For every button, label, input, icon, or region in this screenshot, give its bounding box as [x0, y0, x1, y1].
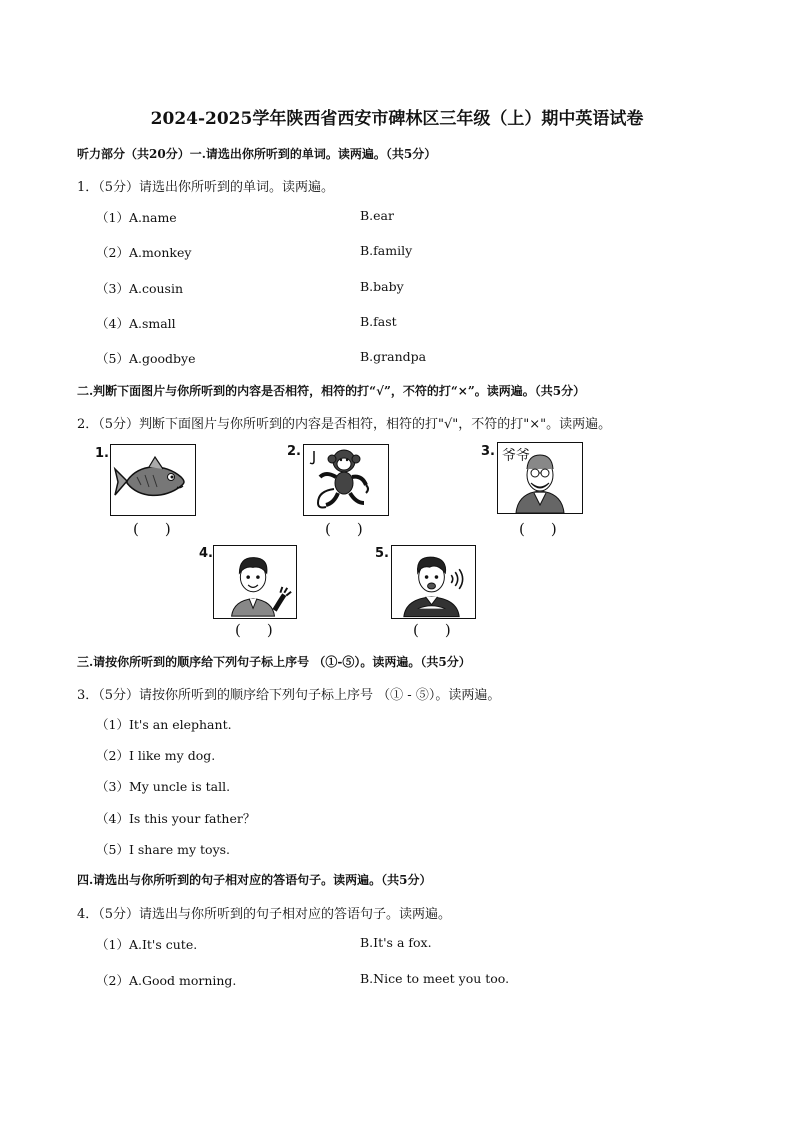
picture-1-answer-blank[interactable]: ( )	[133, 520, 171, 538]
picture-2-frame	[303, 444, 389, 516]
picture-1-frame	[110, 444, 196, 516]
picture-3-label: 3.	[481, 444, 495, 459]
q1-item-4-option-a: （4）A.small	[96, 316, 176, 331]
q1-item-5-option-b: B.grandpa	[360, 349, 427, 364]
question-2: 2．（5分）判断下面图片与你所听到的内容是否相符，相符的打"√"，不符的打"×"。读两遍。	[77, 417, 612, 432]
picture-4-label: 4.	[199, 546, 213, 561]
question-4: 4．（5分）请选出与你所听到的句子相对应的答语句子。读两遍。	[77, 907, 452, 922]
question-1: 1．（5分）请选出你所听到的单词。读两遍。	[77, 180, 335, 195]
q3-item-2: （2）I like my dog.	[96, 748, 216, 763]
page-title: 2024-2025学年陕西省西安市碑林区三年级（上）期中英语试卷	[150, 109, 644, 129]
picture-4-answer-blank[interactable]: ( )	[235, 621, 273, 639]
section-4-heading: 四.请选出与你所听到的句子相对应的答语句子。读两遍。（共5分）	[77, 873, 432, 887]
q1-item-3-option-b: B.baby	[360, 279, 404, 294]
picture-3-caption: 爷爷	[502, 448, 530, 464]
q4-item-1-option-a: （1）A.It's cute.	[96, 937, 198, 952]
q4-item-2-option-b: B.Nice to meet you too.	[360, 971, 510, 986]
q1-item-5-option-a: （5）A.goodbye	[96, 351, 196, 366]
section-2-heading: 二.判断下面图片与你所听到的内容是否相符，相符的打“√”，不符的打“×”。读两遍。（共5分）	[77, 384, 586, 398]
fish-icon	[111, 445, 195, 515]
q3-item-5: （5）I share my toys.	[96, 842, 231, 857]
monkey-icon	[304, 445, 388, 515]
picture-5-frame	[391, 545, 476, 619]
q1-item-1-option-b: B.ear	[360, 208, 394, 223]
picture-3-answer-blank[interactable]: ( )	[519, 520, 557, 538]
q1-item-2-option-b: B.family	[360, 243, 413, 258]
section-1-heading: 听力部分（共20分）一.请选出你所听到的单词。读两遍。（共5分）	[77, 147, 437, 161]
q3-item-1: （1）It's an elephant.	[96, 717, 232, 732]
q3-item-3: （3）My uncle is tall.	[96, 779, 231, 794]
q1-item-1-option-a: （1）A.name	[96, 210, 177, 225]
q1-item-4-option-b: B.fast	[360, 314, 397, 329]
picture-4-frame	[213, 545, 297, 619]
question-3: 3．（5分）请按你所听到的顺序给下列句子标上序号 （① - ⑤）。读两遍。	[77, 688, 501, 703]
section-3-heading: 三.请按你所听到的顺序给下列句子标上序号 （①-⑤）。读两遍。（共5分）	[77, 655, 471, 669]
picture-2-answer-blank[interactable]: ( )	[325, 520, 363, 538]
q3-item-4: （4）Is this your father？	[96, 811, 256, 826]
q1-item-2-option-a: （2）A.monkey	[96, 245, 192, 260]
picture-2-label: 2.	[287, 444, 301, 459]
boy-waving-icon	[214, 546, 296, 618]
picture-5-answer-blank[interactable]: ( )	[413, 621, 451, 639]
q4-item-2-option-a: （2）A.Good morning.	[96, 973, 237, 988]
boy-speaking-icon	[392, 546, 475, 618]
q1-item-3-option-a: （3）A.cousin	[96, 281, 183, 296]
q4-item-1-option-b: B.It's a fox.	[360, 935, 432, 950]
picture-1-label: 1.	[95, 446, 109, 461]
picture-5-label: 5.	[375, 546, 389, 561]
